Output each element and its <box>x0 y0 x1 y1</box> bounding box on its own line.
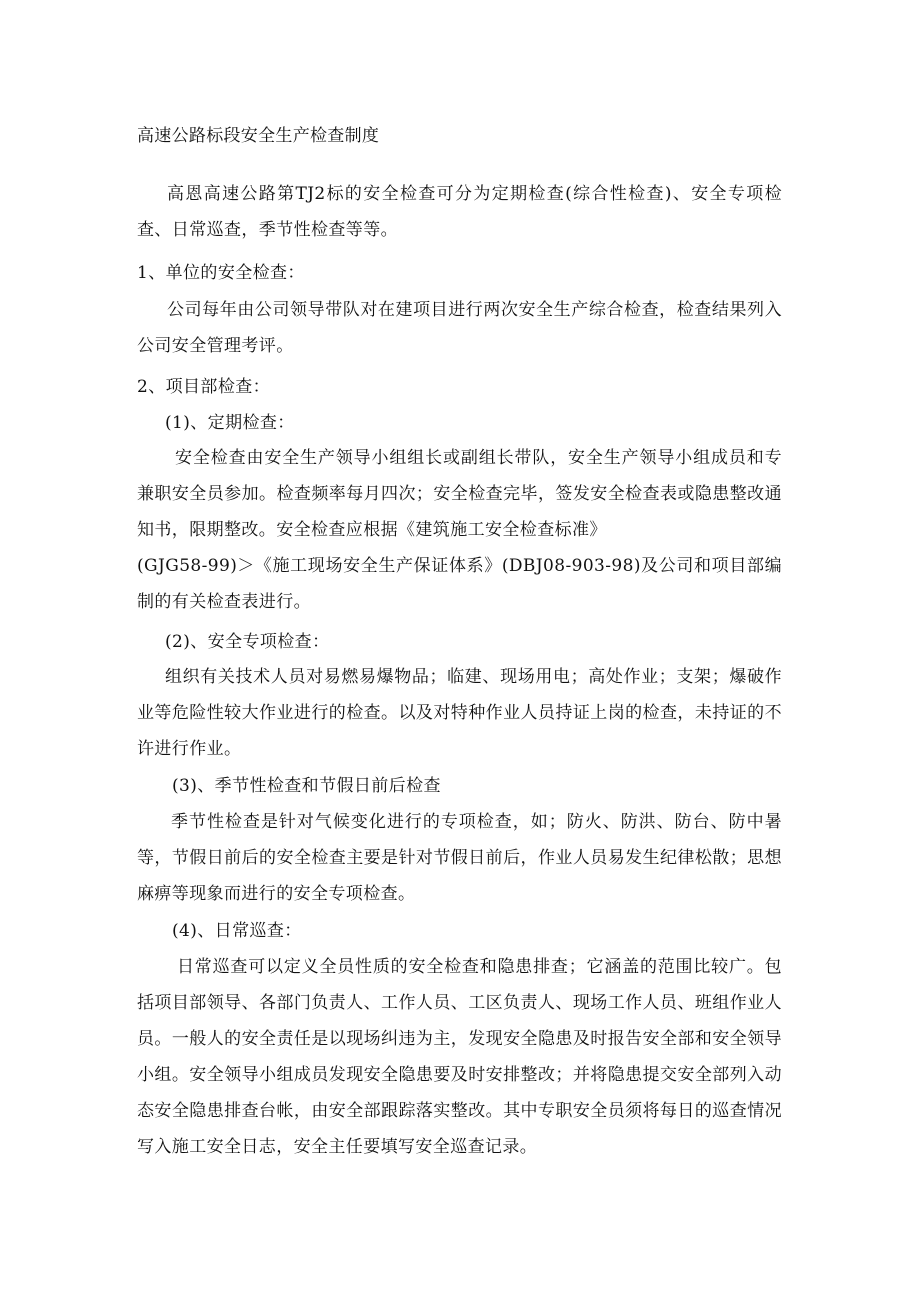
section-2-heading: 2、项目部检查： <box>137 377 271 397</box>
subsection-2-heading: (2)、安全专项检查： <box>165 632 330 652</box>
section-1-body: 公司每年由公司领导带队对在建项目进行两次安全生产综合检查，检查结果列入公司安全管理考评。 <box>137 300 782 356</box>
intro-paragraph: 高恩高速公路第TJ2标的安全检查可分为定期检查(综合性检查)、安全专项检查、日常巡查，季节性检查等等。 <box>137 184 782 240</box>
subsection-1-body: 安全检查由安全生产领导小组组长或副组长带队，安全生产领导小组成员和专兼职安全员参加。检查频率每月四次；安全检查完毕，签发安全检查表或隐患整改通知书，限期整改。安全检查应根据《建筑施工安全检查标准》 <box>137 448 782 540</box>
subsection-4-heading: (4)、日常巡查： <box>172 921 302 941</box>
subsection-1-heading: (1)、定期检查： <box>165 413 295 433</box>
subsection-3-heading: (3)、季节性检查和节假日前后检查 <box>172 776 441 796</box>
section-1-heading: 1、单位的安全检查： <box>137 263 305 283</box>
subsection-4-body: 日常巡查可以定义全员性质的安全检查和隐患排查；它涵盖的范围比较广。包括项目部领导、各部门负责人、工作人员、工区负责人、现场工作人员、班组作业人员。一般人的安全责任是以现场纠违为主，发现安全隐患及时报告安全部和安全领导小组。安全领导小组成员发现安全隐患要及时安排整改；并将隐患提交安全部列入动态安全隐患排查台帐，由安全部跟踪落实整改。其中专职安全员须将每日的巡查情况写入施工安全日志，安全主任要填写安全巡查记录。 <box>137 957 782 1157</box>
document-title: 高速公路标段安全生产检查制度 <box>137 126 380 146</box>
subsection-3-body: 季节性检查是针对气候变化进行的专项检查，如；防火、防洪、防台、防中暑等，节假日前后的安全检查主要是针对节假日前后，作业人员易发生纪律松散；思想麻痹等现象而进行的安全专项检查。 <box>137 812 782 904</box>
subsection-1-body-continued: (GJG58-99)＞《施工现场安全生产保证体系》(DBJ08-903-98)及公司和项目部编制的有关检查表进行。 <box>137 556 782 612</box>
subsection-2-body: 组织有关技术人员对易燃易爆物品；临建、现场用电；高处作业；支架；爆破作业等危险性较大作业进行的检查。以及对特种作业人员持证上岗的检查，未持证的不许进行作业。 <box>137 667 782 759</box>
